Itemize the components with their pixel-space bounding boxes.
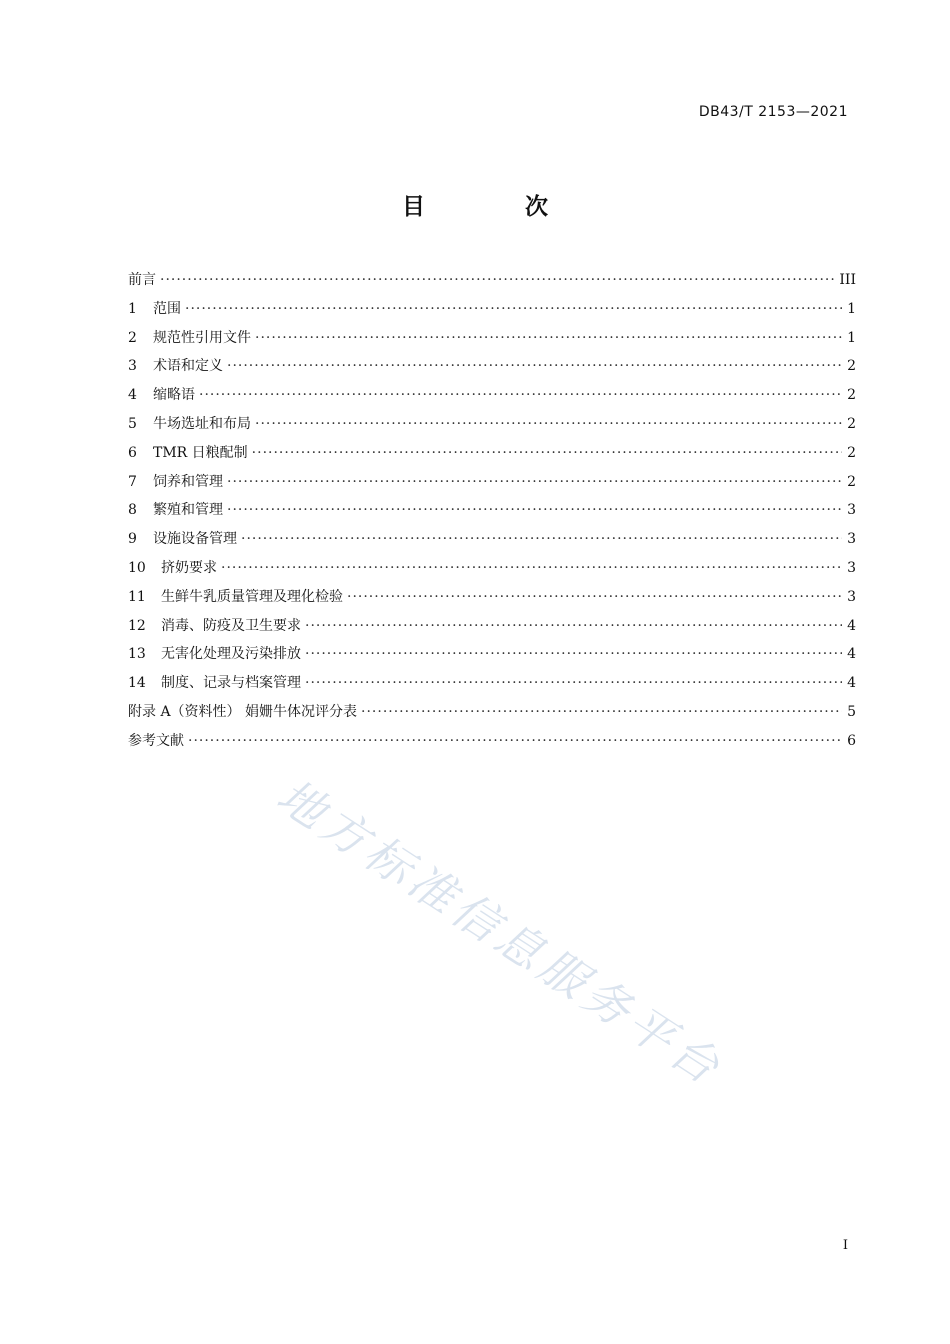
toc-leader-dots bbox=[255, 324, 842, 353]
toc-entry-label: 缩略语 bbox=[153, 387, 195, 404]
toc-leader-dots bbox=[255, 410, 842, 439]
toc-entry[interactable] bbox=[128, 583, 856, 612]
toc-entry-number: 5 bbox=[128, 415, 137, 432]
toc-entry-label: 牛场选址和布局 bbox=[153, 415, 251, 432]
toc-leader-dots bbox=[241, 525, 842, 554]
toc-entry-page: 2 bbox=[847, 415, 856, 432]
toc-leader-dots bbox=[252, 439, 842, 468]
toc-entry-label: 参考文献 bbox=[128, 732, 184, 749]
toc-entry-number: 12 bbox=[128, 617, 146, 634]
toc-entry-page: 4 bbox=[847, 617, 856, 634]
toc-entry-label: TMR 日粮配制 bbox=[153, 444, 248, 461]
toc-leader-dots bbox=[347, 583, 842, 612]
toc-entry-page: 3 bbox=[847, 502, 856, 519]
toc-entry-page: 1 bbox=[847, 329, 856, 346]
toc-entry-number: 7 bbox=[128, 473, 137, 490]
toc-entry[interactable] bbox=[128, 698, 856, 727]
page-title: 目 次 bbox=[401, 194, 594, 220]
toc-entry-label: 设施设备管理 bbox=[153, 531, 237, 548]
toc-entry[interactable] bbox=[128, 468, 856, 497]
toc-entry-page: 2 bbox=[847, 473, 856, 490]
toc-entry-page: 1 bbox=[847, 300, 856, 317]
toc-entry[interactable] bbox=[128, 295, 856, 324]
toc-entry-page: 6 bbox=[847, 732, 856, 749]
toc-entry[interactable] bbox=[128, 640, 856, 669]
toc-leader-dots bbox=[221, 554, 842, 583]
toc-entry[interactable] bbox=[128, 669, 856, 698]
toc-entry-number: 13 bbox=[128, 646, 146, 663]
toc-entry-number: 1 bbox=[128, 300, 137, 317]
toc-entry-number: 14 bbox=[128, 675, 146, 692]
toc-entry-label: 生鲜牛乳质量管理及理化检验 bbox=[161, 588, 343, 605]
toc-leader-dots bbox=[227, 468, 842, 497]
toc-entry[interactable] bbox=[128, 381, 856, 410]
toc-entry-number: 3 bbox=[128, 358, 137, 375]
toc-entry-label: 饲养和管理 bbox=[153, 473, 223, 490]
toc-entry-number: 4 bbox=[128, 387, 137, 404]
toc-entry[interactable] bbox=[128, 554, 856, 583]
toc-entry-page: 4 bbox=[847, 675, 856, 692]
toc-entry-number: 2 bbox=[128, 329, 137, 346]
toc-entry-page: 4 bbox=[847, 646, 856, 663]
toc-entry-number: 11 bbox=[128, 588, 146, 605]
toc-leader-dots bbox=[305, 640, 842, 669]
toc-entry-page: III bbox=[839, 272, 856, 288]
toc-entry[interactable] bbox=[128, 266, 856, 295]
toc-entry-label: 前言 bbox=[128, 272, 156, 288]
toc-entry-label: 规范性引用文件 bbox=[153, 329, 251, 346]
toc-entry-page: 2 bbox=[847, 387, 856, 404]
toc-entry-number: 6 bbox=[128, 444, 137, 461]
toc-entry[interactable] bbox=[128, 324, 856, 353]
page-number: I bbox=[842, 1238, 848, 1253]
toc-entry-page: 3 bbox=[847, 559, 856, 576]
toc-entry-label: 范围 bbox=[153, 300, 181, 317]
toc-entry-label: 消毒、防疫及卫生要求 bbox=[161, 617, 301, 634]
toc-leader-dots bbox=[305, 669, 842, 698]
document-code: DB43/T 2153—2021 bbox=[698, 104, 848, 120]
toc-entry[interactable] bbox=[128, 727, 856, 756]
toc-entry[interactable] bbox=[128, 525, 856, 554]
toc-entry-label: 繁殖和管理 bbox=[153, 502, 223, 519]
toc-entry[interactable] bbox=[128, 496, 856, 525]
toc-leader-dots bbox=[305, 612, 842, 641]
toc-entry-page: 2 bbox=[847, 444, 856, 461]
watermark: 地方标准信息服务平台 bbox=[267, 768, 734, 1097]
toc-leader-dots bbox=[227, 496, 842, 525]
toc-leader-dots bbox=[188, 727, 842, 756]
toc-entry-number: 10 bbox=[128, 559, 146, 576]
toc-entry-number: 9 bbox=[128, 531, 137, 548]
toc-entry-page: 5 bbox=[847, 703, 856, 720]
toc-leader-dots bbox=[199, 381, 842, 410]
toc-entry-number: 8 bbox=[128, 502, 137, 519]
toc-entry[interactable] bbox=[128, 410, 856, 439]
toc-entry-label: 附录 A（资料性） 娟姗牛体况评分表 bbox=[128, 703, 358, 720]
toc-entry-label: 无害化处理及污染排放 bbox=[161, 646, 301, 663]
toc-entry[interactable] bbox=[128, 352, 856, 381]
toc-leader-dots bbox=[160, 266, 835, 295]
toc-entry[interactable] bbox=[128, 439, 856, 468]
toc-entry-label: 术语和定义 bbox=[153, 358, 223, 375]
table-of-contents bbox=[128, 266, 856, 756]
toc-entry[interactable] bbox=[128, 612, 856, 641]
toc-entry-label: 制度、记录与档案管理 bbox=[161, 675, 301, 692]
toc-entry-page: 3 bbox=[847, 531, 856, 548]
toc-leader-dots bbox=[185, 295, 842, 324]
toc-entry-page: 2 bbox=[847, 358, 856, 375]
toc-leader-dots bbox=[361, 698, 842, 727]
toc-leader-dots bbox=[227, 352, 842, 381]
toc-entry-page: 3 bbox=[847, 588, 856, 605]
toc-entry-label: 挤奶要求 bbox=[161, 559, 217, 576]
